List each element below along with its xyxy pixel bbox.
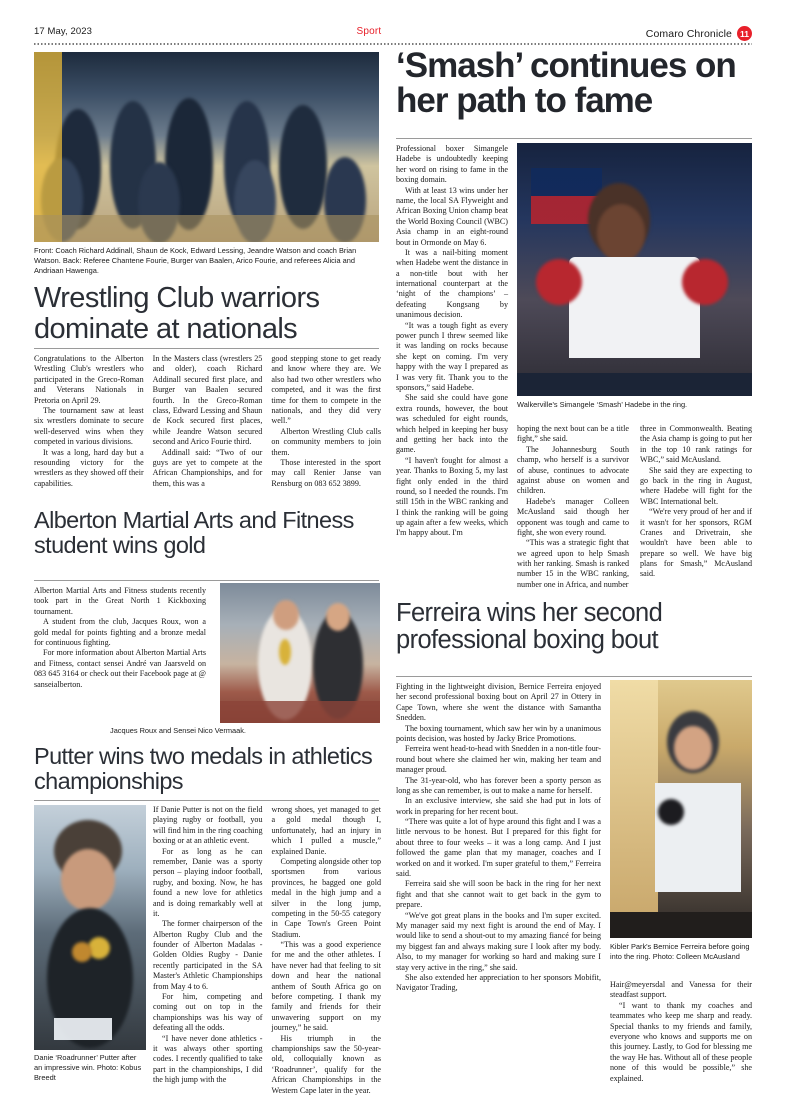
paragraph: It was a long, hard day but a resounding victory for the wrestlers as they showed off their capabilities.	[34, 447, 144, 488]
paragraph: She said they are expecting to go back in the ring in August, where Hadebe will fight for the WBC International belt.	[640, 465, 752, 506]
martial-arts-photo-caption: Jacques Roux and Sensei Nico Vermaak.	[110, 726, 246, 735]
ferreira-photo	[610, 680, 752, 938]
paragraph: The tournament saw at least six wrestlers dominate to secure well-deserved wins when they competed in various divisions.	[34, 405, 144, 447]
wrestling-col-3	[271, 354, 381, 504]
paragraph: “It was a tough fight as every power punch I threw seemed like it was landing on rocks because she kept on coming. I'm very happy with the way I prepared as I was very fit. Thank you to the sponsors,” said Hadebe.	[396, 320, 508, 392]
putter-col-1	[153, 805, 263, 1096]
paragraph: His triumph in the championships saw the 50-year-old, colloquially known as ‘Roadrunner’, qualify for the African Championships in the Western Cape later in the year.	[271, 1033, 381, 1095]
wrestling-team-photo	[34, 52, 379, 242]
paragraph: three in Commonwealth. Beating the Asia champ is going to put her in the top 10 rank ratings for WBC,” said McAusland.	[640, 424, 752, 465]
paragraph: Professional boxer Simangele Hadebe is undoubtedly keeping her word on rising to fame in the boxing domain.	[396, 144, 508, 185]
paragraph: Ferreira went head-to-head with Snedden in a non-title four-round bout where she claimed her win, making her team and manager proud.	[396, 744, 601, 775]
wrestling-headline: Wrestling Club warriors dominate at nationals	[34, 282, 320, 345]
paragraph: The Johannesburg South champ, who herself is a survivor of abuse, continues to advocate against abuse on women and children.	[517, 444, 629, 496]
smash-headline: ‘Smash’ continues on her path to fame	[396, 46, 736, 120]
smash-col-2	[517, 424, 629, 590]
wrestling-rule	[34, 348, 379, 349]
smash-col-3	[640, 424, 752, 580]
paragraph: If Danie Putter is not on the field playing rugby or football, you will find him in the ring coaching boxing or at an athletic event.	[153, 805, 263, 846]
putter-rule	[34, 800, 379, 801]
putter-col-2	[272, 805, 382, 1096]
ferreira-rule	[396, 676, 752, 677]
paragraph: Hair@meyersdal and Vanessa for their steadfast support.	[610, 980, 752, 1000]
paragraph: hoping the next bout can be a title fight,” she said.	[517, 424, 629, 444]
paragraph: good stepping stone to get ready and know where they are. We also had two other wrestlers who competed, and it was the first time for them to compete in the nationals, and they did very well.”	[271, 354, 382, 426]
paragraph: “I haven't fought for almost a year. Thanks to Boxing 5, my last fight only ended in the third round, so I needed the rounds. I'm still 15th in the WBC ranking and I think the ranking will be going up again after a few weeks, which I'm happy about. I'm	[396, 455, 508, 538]
ferreira-photo-caption	[610, 942, 752, 962]
paragraph: Competing alongside other top sportsmen from various provinces, he bagged one gold medal in the high jump and a silver in the long jump, competing in the 50-55 category in Cape Town's Green Point Stadium.	[271, 856, 381, 939]
paragraph: “This was a good experience for me and the other athletes. I have never had that feeling to sit down and hear the national anthem of South Africa go on before competing. I thank my family and friends for their unwavering support on my journey,” he said.	[271, 940, 381, 1033]
martial-arts-col-1	[34, 586, 206, 690]
martial-arts-photo	[220, 583, 380, 723]
ferreira-col-1	[396, 682, 601, 994]
smash-rule	[396, 138, 752, 139]
paragraph: “I want to thank my coaches and teammates who keep me sharp and ready. Special thanks to my friends and family, everyone who knows and supports me on this journey. Lastly, to God for blessing me the way He has. Without all of these people none of this would be possible,” she explained.	[610, 1000, 752, 1083]
paragraph: For more information about Alberton Martial Arts and Fitness, contact sensei André van Jaarsveld on 083 645 3164 or check out their Facebook page at @ sanseialberton.	[34, 648, 206, 689]
martial-arts-rule	[34, 580, 379, 581]
wrestling-col-2	[153, 354, 263, 504]
paragraph: “There was quite a lot of hype around this fight and I was a little nervous to be honest. But I prepared for this fight for about three to four weeks – it was a long camp. And I just followed the game plan that my manager, coaches and I worked on and it worked. I'm super grateful to them,” Ferreira said.	[396, 817, 601, 879]
paragraph: The boxing tournament, which saw her win by a unanimous points decision, was hosted by Jacky Brice Promotions.	[396, 723, 601, 743]
publication-title: Comaro Chronicle	[645, 27, 732, 40]
smash-photo-caption: Walkerville's Simangele ‘Smash’ Hadebe in the ring.	[517, 400, 688, 409]
paragraph: Addinall said: “Two of our guys are yet to compete at the African Championships, and for them, this was a	[152, 447, 263, 488]
paragraph: She said she could have gone extra rounds, however, the bout was scheduled for eight rounds, which helped in keeping her busy and getting her back into the game.	[396, 393, 508, 455]
wrestling-col-1	[34, 354, 144, 504]
ferreira-col-3	[610, 980, 752, 1084]
paragraph: wrong shoes, yet managed to get a gold medal though I, unfortunately, had an injury in which I pulled a muscle,” explained Danie.	[271, 805, 381, 856]
paragraph: In the Masters class (wrestlers 25 and older), coach Richard Addinall secured first place, and Burger van Baalen secured fourth. In the Greco-Roman class, Edward Lessing and Shaun de Kock secured first places, while Jeandre Watson secured second and Arico Fourie third.	[152, 354, 263, 447]
paragraph: She also extended her appreciation to her sponsors Mobifit, Navigator Trading,	[396, 972, 601, 993]
ferreira-caption-text: Kibler Park's Bernice Ferreira before going into the ring. Photo: Colleen McAusland	[610, 942, 750, 962]
paragraph: For him, competing and coming out on top in the championships was his way of defeating all the odds.	[153, 992, 263, 1033]
martial-arts-headline: Alberton Martial Arts and Fitness student wins gold	[34, 507, 354, 558]
paragraph: “This was a strategic fight that we agreed upon to help Smash with her ranking. Smash is ranked number 15 in the WBC ranking, number one in Africa, and number	[517, 538, 629, 589]
paragraph: Those interested in the sport may call Renier Janse van Rensburg on 083 652 3899.	[271, 457, 382, 488]
paragraph: For as long as he can remember, Danie was a sporty person – playing indoor football, rugby, and boxing. Now, he has found a new love for athletics and is doing remarkably well at it.	[153, 846, 263, 918]
page-number-badge: 11	[737, 26, 752, 41]
masthead-date: 17 May, 2023	[34, 26, 93, 37]
putter-headline: Putter wins two medals in athletics championships	[34, 743, 373, 794]
paragraph: “I have never done athletics - it was always other sporting codes. I recently qualified to take part in the championships, I did the high jump with the	[153, 1033, 263, 1085]
paragraph: Alberton Martial Arts and Fitness students recently took part in the Great North 1 Kickboxing tournament.	[34, 586, 206, 616]
paragraph: The 31-year-old, who has forever been a sporty person as long as she can remember, is out to make a name for herself.	[396, 775, 601, 795]
paragraph: Hadebe's manager Colleen McAusland said though her opponent was tough and came to fight, she won every round.	[517, 496, 629, 537]
paragraph: Congratulations to the Alberton Wrestling Club's wrestlers who participated in the Greco-Roman and Veterans Nationals in Pretoria on April 29.	[34, 354, 144, 405]
smash-col-1	[396, 144, 508, 539]
masthead-section: Sport	[356, 26, 382, 37]
paragraph: “We've got great plans in the books and I'm super excited. My manager said my next fight is around the end of May. I would like to send a shout-out to my amazing fiancé for being my biggest fan and always making sure I look after my body. Also, to my manager for working so hard and making sure I stay very active in the ring,” she said.	[396, 910, 601, 972]
masthead-right	[646, 26, 752, 41]
paragraph: With at least 13 wins under her name, the local SA Flyweight and African Boxing Union champ beat the World Boxing Council (WBC) Asia champ in an eight-round bout in Ormonde on May 6.	[396, 185, 508, 247]
paragraph: Alberton Wrestling Club calls on community members to join them.	[271, 426, 382, 457]
putter-photo-caption: Danie ‘Roadrunner’ Putter after an impressive win. Photo: Kobus Breedt	[34, 1053, 142, 1083]
smash-boxer-photo	[517, 143, 752, 396]
paragraph: “We're very proud of her and if it wasn't for her sponsors, RGM Cranes and Drivetrain, she wouldn't have been able to prepare so well. We have big plans for Smash,” McAusland said.	[640, 507, 752, 579]
paragraph: Ferreira said she will soon be back in the ring for her next fight and that she cannot wait to get back in the gym to prepare.	[396, 879, 601, 910]
putter-body	[153, 805, 381, 1096]
putter-photo	[34, 805, 146, 1050]
paragraph: In an exclusive interview, she said she had put in lots of work in preparing for her recent bout.	[396, 796, 601, 816]
ferreira-headline: Ferreira wins her second professional boxing bout	[396, 599, 663, 655]
wrestling-photo-caption: Front: Coach Richard Addinall, Shaun de Kock, Edward Lessing, Jeandre Watson and coach Brian Watson. Back: Referee Chantene Fourie, Burger van Baalen, Arico Fourie, and referees Alicia and Andriaan Hawenga.	[34, 246, 357, 276]
paragraph: A student from the club, Jacques Roux, won a gold medal for points fighting and a bronze medal for continuous fighting.	[34, 617, 206, 647]
paragraph: Fighting in the lightweight division, Bernice Ferreira enjoyed her second professional boxing bout on April 27 in Ottery in Cape Town, where she went the distance with Samantha Snedden.	[396, 682, 601, 723]
paragraph: The former chairperson of the Alberton Rugby Club and the founder of Alberton Madalas - Golden Oldies Rugby - Danie recently participated in the SA Master's Athletic Championships from May 4 to 6.	[153, 919, 263, 991]
wrestling-body	[34, 354, 381, 504]
masthead-divider	[34, 43, 752, 45]
paragraph: It was a nail-biting moment when Hadebe went the distance in a non-title bout with her international counterpart at the ‘night of the champions’ – defeating Kongsang by unanimous decision.	[396, 247, 508, 320]
